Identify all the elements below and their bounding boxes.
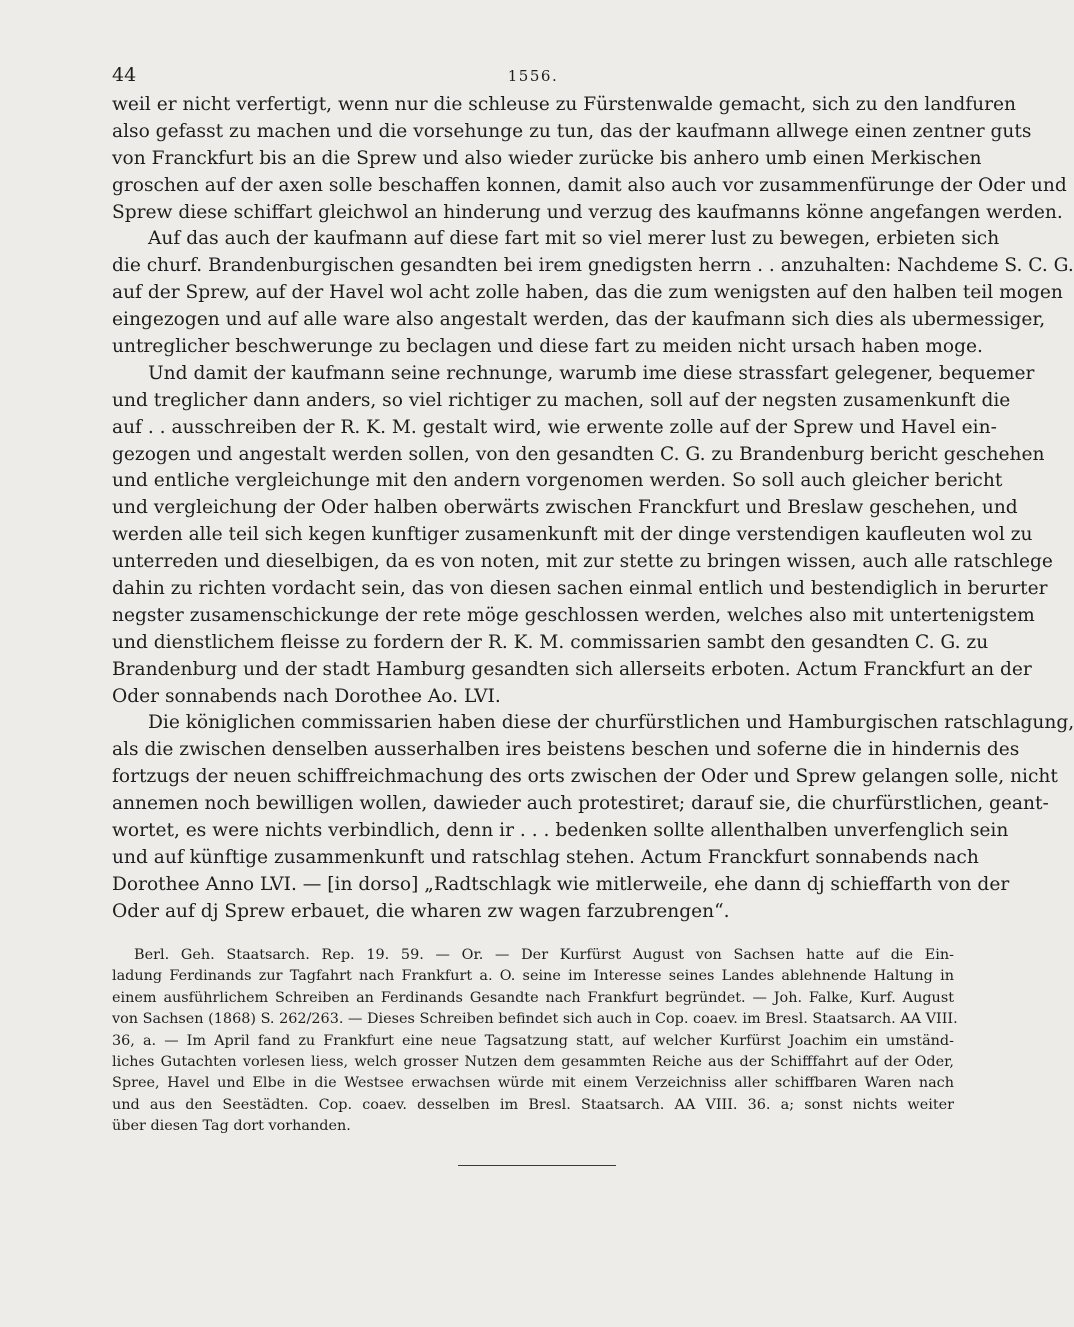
page-number: 44 [112,64,137,86]
text-line: und entliche vergleichunge mit den andern vorgenomen werden. So soll auch gleicher bericht [112,470,1003,492]
text-line: weil er nicht verfertigt, wenn nur die schleuse zu Fürstenwalde gemacht, sich zu den landfuren [112,94,1017,115]
running-title-year: 1556. [507,67,559,85]
running-header [112,64,954,88]
footnote-line: über diesen Tag dort vorhanden. [112,1118,351,1135]
footnote-line: und aus den Seestädten. Cop. coaev. desselben im Bresl. Staatsarch. AA VIII. 36. a; sonst nichts weiter [112,1096,954,1113]
footnote-line: einem ausführlichem Schreiben an Ferdinands Gesandte nach Frankfurt begründet. — Joh. Falke, Kurf. August [112,989,954,1006]
text-line: groschen auf der axen solle beschaffen konnen, damit also auch vor zusammenfürunge der Oder und [112,174,1067,196]
footnote [112,945,958,1138]
footnote-line: ladung Ferdinands zur Tagfahrt nach Frankfurt a. O. seine im Interesse seines Landes ablehnende Haltung in [112,968,954,985]
text-line: eingezogen und auf alle ware also angestalt werden, das der kaufmann sich dies als ubermessiger, [112,309,1046,331]
text-line: Dorothee Anno LVI. — [in dorso] „Radtschlagk wie mitlerweile, ehe dann dj schieffarth von der [112,873,1010,895]
footnote-line: liches Gutachten vorlesen liess, welch grosser Nutzen dem gesammten Reiche aus der Schifffahrt auf der Oder, [112,1053,954,1070]
footnote-line: von Sachsen (1868) S. 262/263. — Dieses Schreiben befindet sich auch in Cop. coaev. im Bresl. Staatsarch. AA VIII. [112,1011,958,1028]
text-line: fortzugs der neuen schiffreichmachung des orts zwischen der Oder und Sprew gelangen solle, nicht [112,766,1058,788]
text-line: gezogen und angestalt werden sollen, von den gesandten C. G. zu Brandenburg bericht geschehen [112,443,1045,465]
text-line: die churf. Brandenburgischen gesandten bei irem gnedigsten herrn . . anzuhalten: Nachdeme S. C. G. [112,255,1074,277]
text-line: untreglicher beschwerunge zu beclagen und diese fart zu meiden nicht ursach haben moge. [112,336,983,358]
text-line: annemen noch bewilligen wollen, dawieder auch protestiret; darauf sie, die churfürstlichen, geant- [112,793,1049,815]
text-line: und vergleichung der Oder halben oberwärts zwischen Franckfurt und Breslaw geschehen, und [112,497,1018,519]
text-line: wortet, es were nichts verbindlich, denn ir . . . bedenken sollte allenthalben unverfenglich sein [112,820,1009,842]
text-line: und treglicher dann anders, so viel richtiger zu machen, soll auf der negsten zusamenkunft die [112,389,1011,411]
text-line: auf der Sprew, auf der Havel wol acht zolle haben, das die zum wenigsten auf den halben teil mogen [112,282,1063,304]
text-line: Sprew diese schiffart gleichwol an hinderung und verzug des kaufmanns könne angefangen werden. [112,201,1063,223]
text-line: also gefasst zu machen und die vorsehunge zu tun, das der kaufmann allwege einen zentner guts [112,120,1032,142]
text-line: und dienstlichem fleisse zu fordern der R. K. M. commissarien sambt den gesandten C. G. zu [112,631,989,653]
text-line: auf . . ausschreiben der R. K. M. gestalt wird, wie erwente zolle auf der Sprew und Havel ein- [112,416,997,438]
text-line: werden alle teil sich kegen kunftiger zusamenkunft mit der dinge verstendigen kaufleuten wol zu [112,524,1033,546]
text-line: Oder auf dj Sprew erbauet, die wharen zw wagen farzubrengen“. [112,900,730,922]
main-text [112,92,1074,926]
footnote-line: Spree, Havel und Elbe in die Westsee erwachsen würde mit einem Verzeichniss aller schiffbaren Waren nach [112,1075,954,1092]
footnote-line: Berl. Geh. Staatsarch. Rep. 19. 59. — Or. — Der Kurfürst August von Sachsen hatte auf die Ein- [134,947,954,963]
text-line: unterreden und dieselbigen, da es von noten, mit zur stette zu bringen wissen, auch alle ratschlege [112,551,1053,573]
text-line: dahin zu richten vordacht sein, das von diesen sachen einmal entlich und bestendiglich in berurter [112,578,1048,600]
text-line: von Franckfurt bis an die Sprew und also wieder zurücke bis anhero umb einen Merkischen [112,147,982,169]
text-line: Und damit der kaufmann seine rechnunge, warumb ime diese strassfart gelegener, bequemer [148,362,1035,384]
end-rule [458,1165,616,1166]
text-line: negster zusamenschickunge der rete möge geschlossen werden, welches also mit untertenigstem [112,604,1035,626]
footnote-line: 36, a. — Im April fand zu Frankfurt eine neue Tagsatzung statt, auf welcher Kurfürst Joachim ein umständ- [112,1032,954,1049]
text-line: als die zwischen denselben ausserhalben ires beistens beschen und soferne die in hindernis des [112,739,1020,761]
text-line: Oder sonnabends nach Dorothee Ao. LVI. [112,685,501,707]
text-line: Auf das auch der kaufmann auf diese fart mit so viel merer lust zu bewegen, erbieten sich [148,228,1000,250]
text-line: Brandenburg und der stadt Hamburg gesandten sich allerseits erboten. Actum Franckfurt an der [112,658,1032,680]
text-line: und auf künftige zusammenkunft und ratschlag stehen. Actum Franckfurt sonnabends nach [112,846,979,868]
text-line: Die königlichen commissarien haben diese der churfürstlichen und Hamburgischen ratschlagung, [148,712,1074,734]
